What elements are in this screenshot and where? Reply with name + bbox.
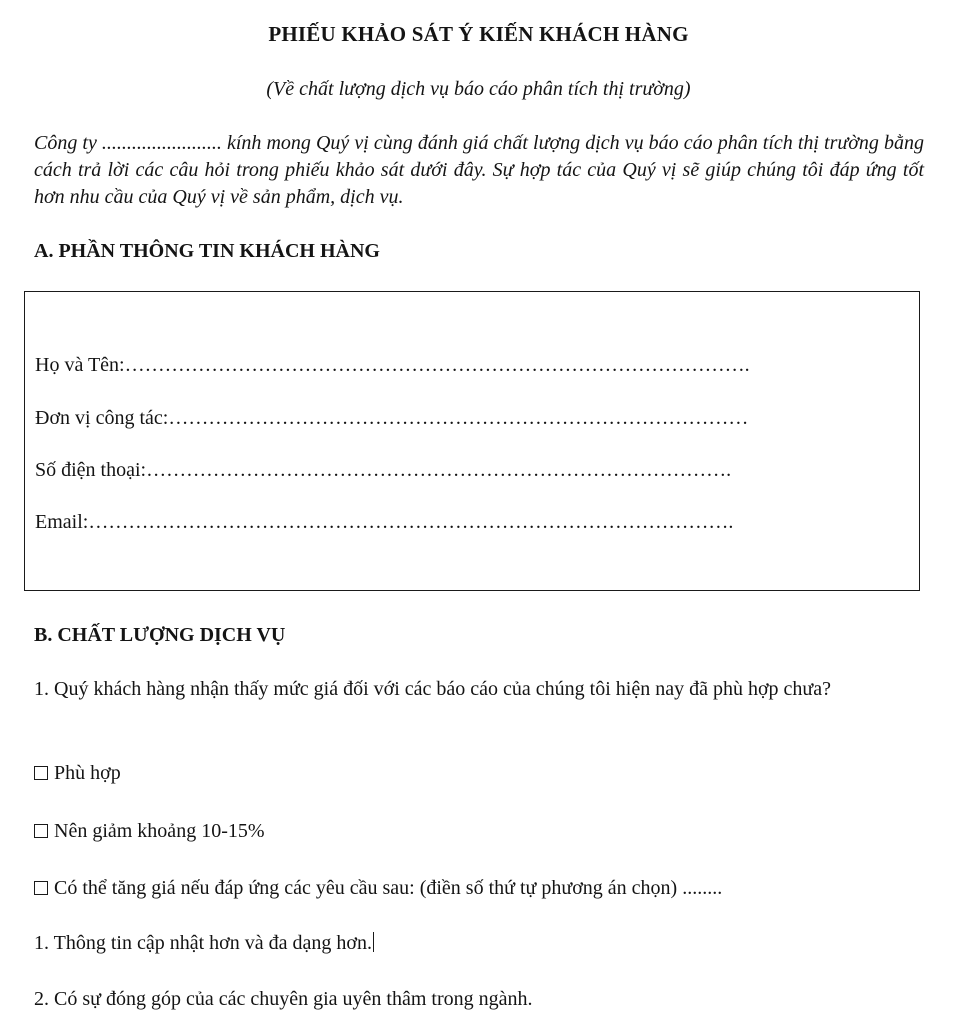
checkbox-icon[interactable] — [34, 824, 48, 838]
option-reduce-price[interactable] — [34, 820, 265, 843]
name-field[interactable] — [35, 354, 750, 377]
option-label: Phù hợp — [54, 762, 121, 784]
option-increase-price[interactable] — [34, 877, 722, 900]
customer-info-box — [24, 291, 920, 591]
workplace-field[interactable] — [35, 407, 748, 430]
name-label: Họ và Tên: — [35, 354, 125, 376]
workplace-fill-line: …………………………………………………………………………… — [168, 407, 749, 429]
email-field[interactable] — [35, 511, 733, 534]
email-label: Email: — [35, 511, 89, 533]
checkbox-icon[interactable] — [34, 881, 48, 895]
option-appropriate[interactable] — [34, 762, 121, 785]
section-b-heading: B. CHẤT LƯỢNG DỊCH VỤ — [34, 624, 286, 646]
list-item-1 — [34, 932, 374, 955]
list-item-text: 2. Có sự đóng góp của các chuyên gia uyên thâm trong ngành. — [34, 988, 533, 1010]
list-item-2 — [34, 988, 533, 1011]
phone-field[interactable] — [35, 459, 731, 482]
phone-fill-line: ……………………………………………………………………………. — [146, 459, 732, 481]
name-fill-line: …………………………………………………………………………………. — [124, 354, 750, 376]
list-item-text: 1. Thông tin cập nhật hơn và đa dạng hơn. — [34, 932, 372, 954]
option-label: Nên giảm khoảng 10-15% — [54, 820, 265, 842]
phone-label: Số điện thoại: — [35, 459, 147, 481]
intro-paragraph: Công ty ........................ kính mong Quý vị cùng đánh giá chất lượng dịch vụ báo cáo phân tích thị trường bằng cách trả lời các câu hỏi trong phiếu khảo sát dưới đây. Sự hợp tác của Quý vị sẽ giúp chúng tôi đáp ứng tốt hơn nhu cầu của Quý vị về sản phẩm, dịch vụ. — [34, 132, 924, 208]
document-subtitle: (Về chất lượng dịch vụ báo cáo phân tích thị trường) — [266, 78, 691, 100]
document-title: PHIẾU KHẢO SÁT Ý KIẾN KHÁCH HÀNG — [268, 22, 689, 46]
question-1: 1. Quý khách hàng nhận thấy mức giá đối với các báo cáo của chúng tôi hiện nay đã phù hợp chưa? — [34, 678, 832, 700]
text-cursor — [373, 932, 375, 952]
option-label: Có thể tăng giá nếu đáp ứng các yêu cầu sau: (điền số thứ tự phương án chọn) ........ — [54, 877, 723, 899]
workplace-label: Đơn vị công tác: — [35, 407, 169, 429]
section-a-heading: A. PHẦN THÔNG TIN KHÁCH HÀNG — [34, 240, 380, 262]
checkbox-icon[interactable] — [34, 766, 48, 780]
email-fill-line: ……………………………………………………………………………………. — [88, 511, 734, 533]
